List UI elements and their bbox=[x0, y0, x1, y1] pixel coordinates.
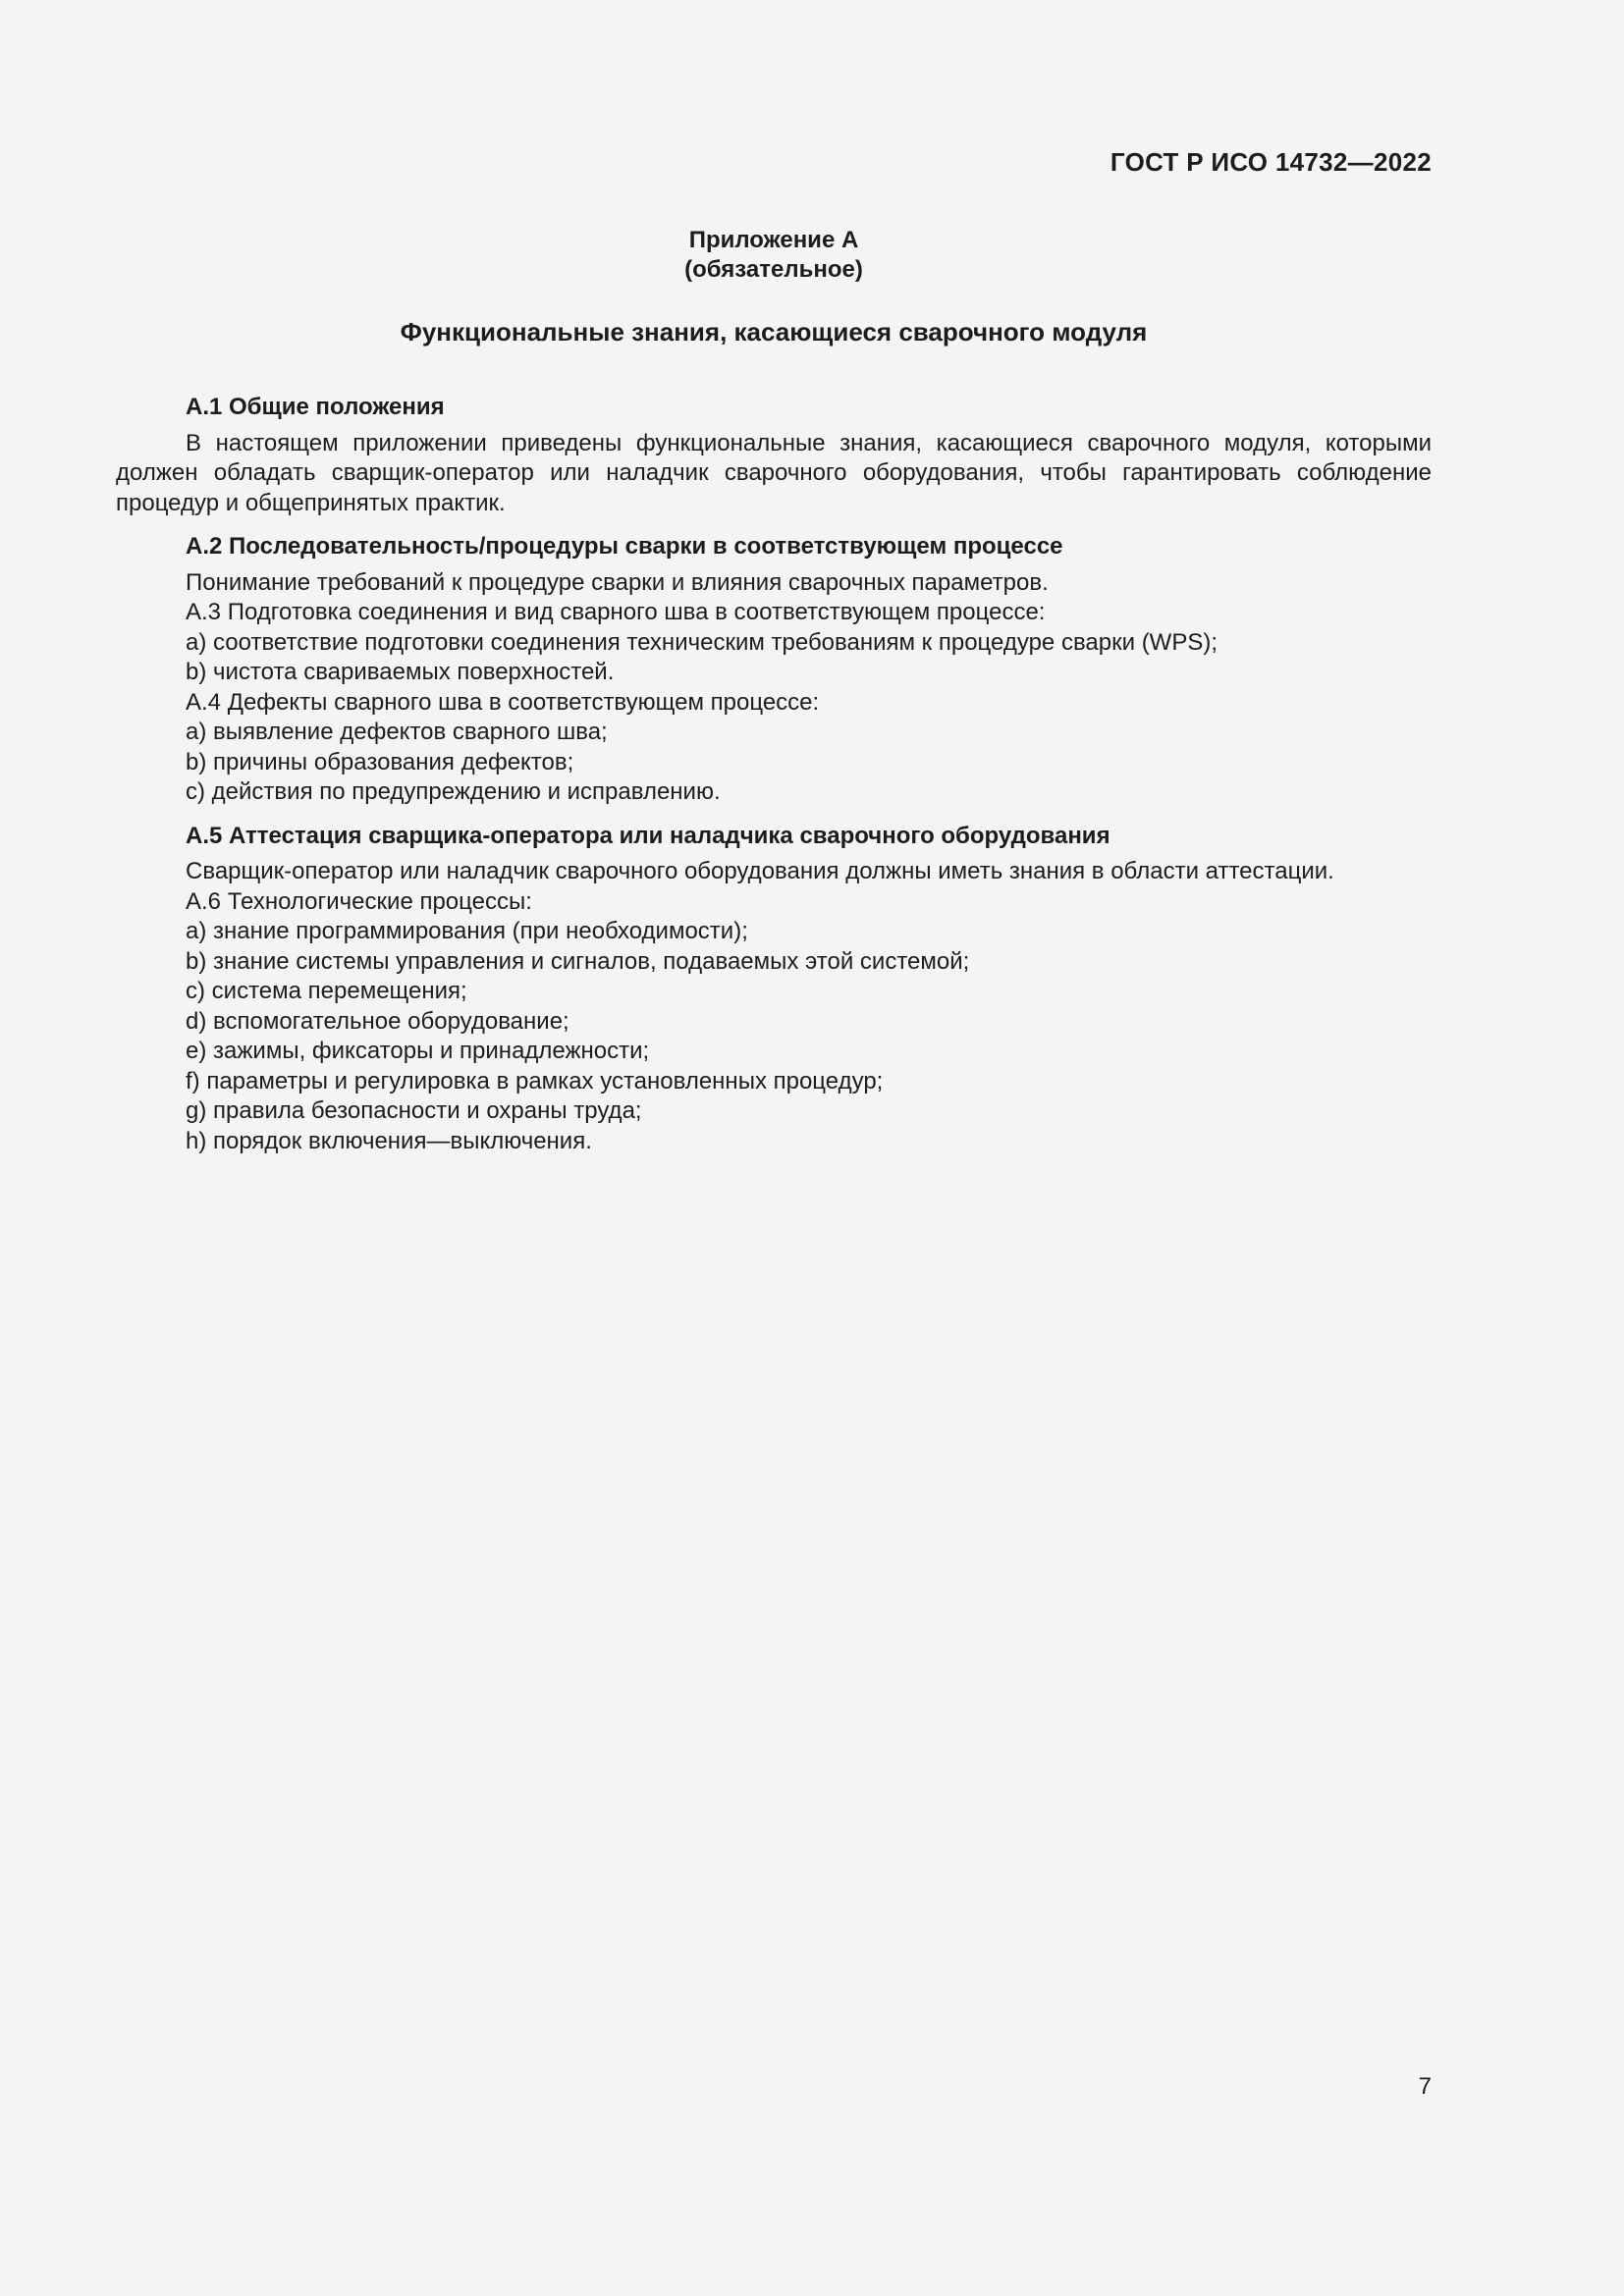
section-heading-a2: А.2 Последовательность/процедуры сварки в соответствующем процессе bbox=[186, 533, 1063, 560]
text-line: Сварщик-оператор или наладчик сварочного оборудования должны иметь знания в области аттестации. bbox=[186, 858, 1334, 884]
section-heading-a5: А.5 Аттестация сварщика-оператора или наладчика сварочного оборудования bbox=[186, 822, 1110, 849]
list-item: a) соответствие подготовки соединения техническим требованиям к процедуре сварки (WPS); bbox=[186, 628, 1218, 656]
list-item: b) причины образования дефектов; bbox=[186, 748, 574, 775]
text-line: Понимание требований к процедуре сварки и влияния сварочных параметров. bbox=[186, 568, 1049, 596]
list-item: b) знание системы управления и сигналов, подаваемых этой системой; bbox=[186, 947, 970, 975]
list-item: f) параметры и регулировка в рамках установленных процедур; bbox=[186, 1067, 884, 1095]
list-item: a) выявление дефектов сварного шва; bbox=[186, 719, 608, 745]
annex-title: Функциональные знания, касающиеся сварочного модуля bbox=[400, 317, 1148, 347]
text-line: А.6 Технологические процессы: bbox=[186, 887, 532, 915]
annex-label: Приложение А bbox=[688, 227, 859, 253]
list-item: c) система перемещения; bbox=[186, 978, 467, 1004]
document-page bbox=[116, 0, 1432, 2296]
section-paragraph-a1: В настоящем приложении приведены функциональные знания, касающиеся сварочного модуля, которыми должен обладать сварщик-оператор или наладчик сварочного оборудования, чтобы гарантировать соблюдение процедур и общепринятых практик. bbox=[116, 429, 1432, 516]
list-item: h) порядок включения—выключения. bbox=[186, 1127, 592, 1154]
list-item: a) знание программирования (при необходимости); bbox=[186, 918, 748, 944]
document-body bbox=[116, 393, 1432, 1156]
text-line: А.4 Дефекты сварного шва в соответствующем процессе: bbox=[186, 688, 820, 716]
annex-label-block bbox=[116, 226, 1432, 285]
list-item: c) действия по предупреждению и исправлению. bbox=[186, 778, 721, 805]
list-item: g) правила безопасности и охраны труда; bbox=[186, 1097, 642, 1124]
page-number: 7 bbox=[1418, 2073, 1432, 2100]
list-item: e) зажимы, фиксаторы и принадлежности; bbox=[186, 1038, 650, 1064]
text-line: А.3 Подготовка соединения и вид сварного шва в соответствующем процессе: bbox=[186, 599, 1046, 625]
document-code: ГОСТ Р ИСО 14732—2022 bbox=[1110, 147, 1432, 177]
list-item: b) чистота свариваемых поверхностей. bbox=[186, 659, 615, 685]
section-heading-a1: А.1 Общие положения bbox=[186, 394, 445, 420]
annex-status: (обязательное) bbox=[684, 256, 863, 283]
list-item: d) вспомогательное оборудование; bbox=[186, 1007, 569, 1035]
